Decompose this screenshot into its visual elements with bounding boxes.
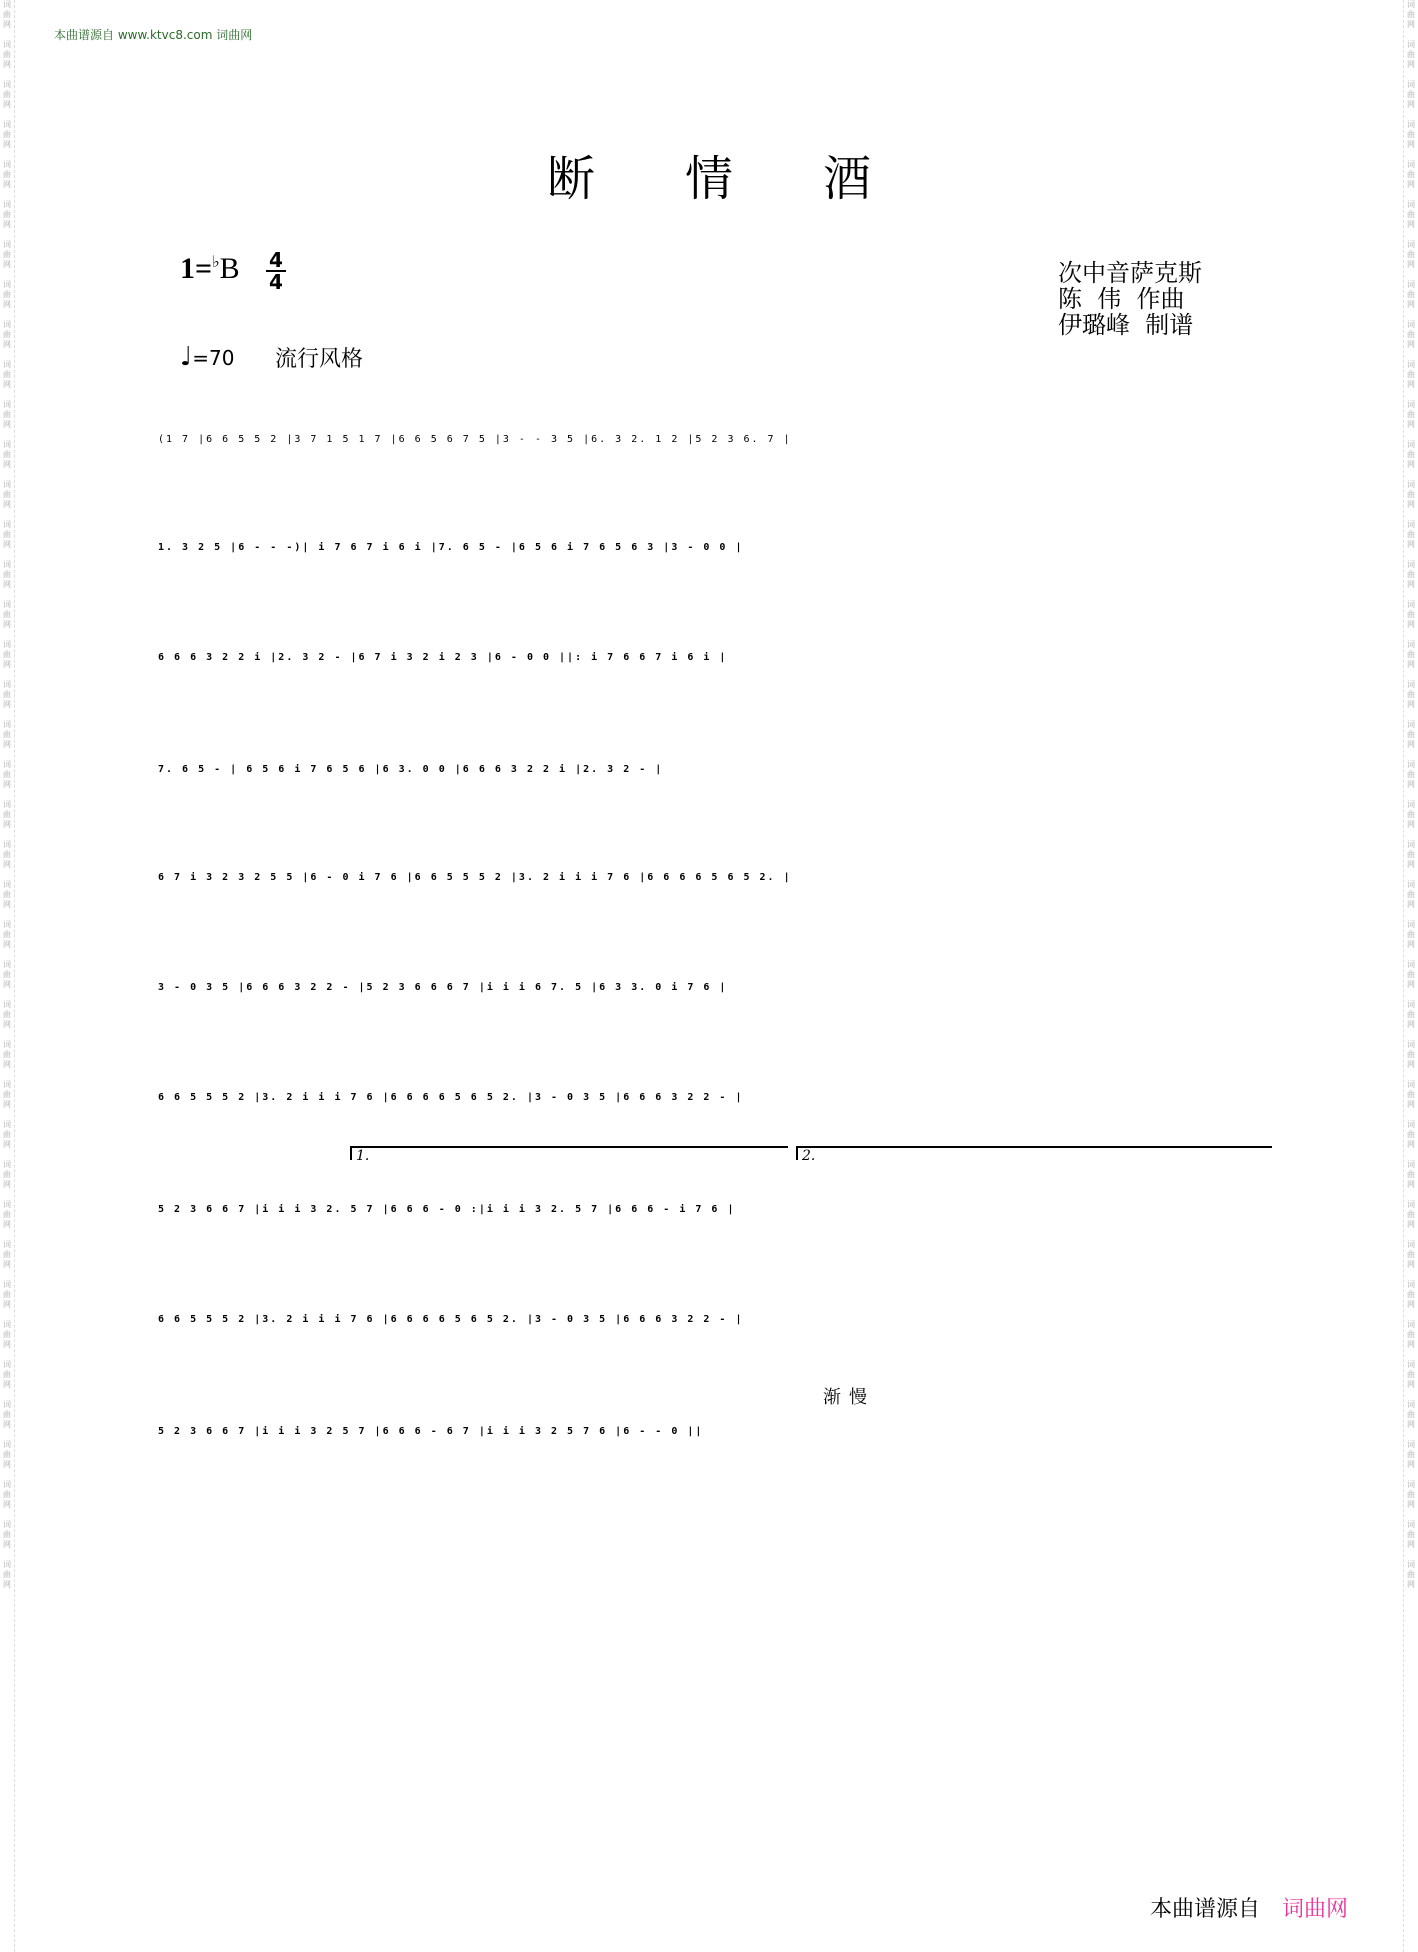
watermark-text: 词曲网 [3,1440,11,1469]
watermark-text: 词曲网 [3,1320,11,1349]
watermark-text: 词曲网 [3,1160,11,1189]
watermark-text: 词曲网 [3,1240,11,1269]
watermark-text: 词曲网 [3,800,11,829]
credit-instrument: 次中音萨克斯 [1058,259,1202,287]
watermark-text: 词曲网 [1407,600,1415,629]
watermark-text: 词曲网 [1407,120,1415,149]
watermark-text: 词曲网 [1407,1520,1415,1549]
watermark-text: 词曲网 [1407,160,1415,189]
credit-composer: 陈 伟 作曲 [1058,285,1185,313]
watermark-text: 词曲网 [3,920,11,949]
second-ending-label: 2. [802,1148,816,1164]
watermark-text: 词曲网 [3,1120,11,1149]
watermark-text: 词曲网 [3,1200,11,1229]
notation-line: 5 2 3 6 6 7 |i i i 3 2 5 7 |6 6 6 - 6 7 |i i i 3 2 5 7 6 |6 - - 0 || [158,1426,704,1437]
watermark-text: 词曲网 [3,520,11,549]
time-signature-top: 4 [266,250,286,272]
watermark-text: 词曲网 [3,1040,11,1069]
watermark-text: 词曲网 [3,680,11,709]
watermark-text: 词曲网 [3,160,11,189]
song-title: 断情酒 [546,151,961,207]
score-row [158,858,1270,918]
footer-site-name: 词曲网 [1282,1897,1349,1922]
watermark-text: 词曲网 [1407,1320,1415,1349]
notation-line: (1 7 |6 6 5 5 2 |3 7 1 5 1 7 |6 6 5 6 7 5 |3 - - 3 5 |6. 3 2. 1 2 |5 2 3 6. 7 | [158,434,792,445]
left-watermark-strip [0,0,15,1952]
tempo-marking [180,342,234,372]
watermark-text: 词曲网 [3,600,11,629]
watermark-text: 词曲网 [1407,560,1415,589]
watermark-text: 词曲网 [3,880,11,909]
watermark-text: 词曲网 [1407,1160,1415,1189]
watermark-text: 词曲网 [1407,640,1415,669]
credits [1058,260,1202,338]
second-ending [796,1146,1272,1164]
watermark-text: 词曲网 [1407,1040,1415,1069]
watermark-text: 词曲网 [3,480,11,509]
watermark-text: 词曲网 [3,200,11,229]
flat-sign: ♭ [212,254,220,271]
notation-line: 6 6 5 5 5 2 |3. 2 i i i 7 6 |6 6 6 6 5 6 5 2. |3 - 0 3 5 |6 6 6 3 2 2 - | [158,1314,744,1325]
watermark-text: 词曲网 [1407,960,1415,989]
watermark-text: 词曲网 [1407,1480,1415,1509]
first-ending [350,1146,788,1164]
watermark-text: 词曲网 [3,360,11,389]
watermark-text: 词曲网 [1407,440,1415,469]
watermark-text: 词曲网 [1407,1000,1415,1029]
right-watermark-strip [1403,0,1418,1952]
notation-line: 1. 3 2 5 |6 - - -)| i 7 6 7 i 6 i |7. 6 5 - |6 5 6 i 7 6 5 6 3 |3 - 0 0 | [158,542,744,553]
watermark-text: 词曲网 [1407,800,1415,829]
watermark-text: 词曲网 [1407,240,1415,269]
watermark-text: 词曲网 [3,0,11,29]
watermark-text: 词曲网 [3,1400,11,1429]
time-signature-bottom: 4 [269,270,283,294]
watermark-text: 词曲网 [1407,1440,1415,1469]
watermark-text: 词曲网 [3,1080,11,1109]
watermark-text: 词曲网 [1407,680,1415,709]
score-row [158,1190,1270,1250]
watermark-text: 词曲网 [3,760,11,789]
first-ending-label: 1. [356,1148,370,1164]
watermark-text: 词曲网 [1407,1080,1415,1109]
watermark-text: 词曲网 [1407,280,1415,309]
watermark-text: 词曲网 [1407,760,1415,789]
credit-arranger: 伊璐峰 制谱 [1058,311,1194,339]
watermark-text: 词曲网 [1407,1120,1415,1149]
watermark-text: 词曲网 [1407,80,1415,109]
key-signature [180,252,240,286]
score-row [158,1078,1270,1138]
watermark-text: 词曲网 [1407,40,1415,69]
watermark-text: 词曲网 [3,120,11,149]
watermark-text: 词曲网 [1407,720,1415,749]
watermark-text: 词曲网 [3,320,11,349]
watermark-text: 词曲网 [1407,520,1415,549]
tempo-value: =70 [192,346,235,370]
notation-line: 5 2 3 6 6 7 |i i i 3 2. 5 7 |6 6 6 - 0 :|i i i 3 2. 5 7 |6 6 6 - i 7 6 | [158,1204,736,1215]
watermark-text: 词曲网 [1407,880,1415,909]
watermark-text: 词曲网 [3,280,11,309]
key-prefix: 1= [180,252,213,285]
score-row [158,638,1270,698]
time-signature [266,250,286,292]
watermark-text: 词曲网 [3,640,11,669]
score-row [158,420,1270,480]
watermark-text: 词曲网 [3,240,11,269]
score-row [158,1412,1270,1472]
footer-source-label: 本曲谱源自 [1150,1897,1261,1922]
watermark-text: 词曲网 [3,840,11,869]
watermark-text: 词曲网 [3,1280,11,1309]
source-footer [1150,1892,1348,1923]
ritardando-marking: 渐慢 [823,1387,875,1408]
watermark-text: 词曲网 [3,1360,11,1389]
watermark-text: 词曲网 [3,400,11,429]
notation-line: 6 6 5 5 5 2 |3. 2 i i i 7 6 |6 6 6 6 5 6 5 2. |3 - 0 3 5 |6 6 6 3 2 2 - | [158,1092,744,1103]
watermark-text: 词曲网 [1407,200,1415,229]
watermark-text: 词曲网 [3,40,11,69]
watermark-text: 词曲网 [1407,360,1415,389]
watermark-text: 词曲网 [1407,1560,1415,1589]
watermark-text: 词曲网 [3,440,11,469]
watermark-text: 词曲网 [1407,1400,1415,1429]
notation-line: 6 6 6 3 2 2 i |2. 3 2 - |6 7 i 3 2 i 2 3 |6 - 0 0 ||: i 7 6 6 7 i 6 i | [158,652,728,663]
watermark-text: 词曲网 [1407,840,1415,869]
score-row [158,1300,1270,1360]
watermark-text: 词曲网 [1407,920,1415,949]
watermark-text: 词曲网 [3,1480,11,1509]
watermark-text: 词曲网 [3,720,11,749]
watermark-text: 词曲网 [3,1560,11,1589]
notation-line: 3 - 0 3 5 |6 6 6 3 2 2 - |5 2 3 6 6 6 7 |i i i 6 7. 5 |6 3 3. 0 i 7 6 | [158,982,728,993]
notation-line: 6 7 i 3 2 3 2 5 5 |6 - 0 i 7 6 |6 6 5 5 5 2 |3. 2 i i i 7 6 |6 6 6 6 5 6 5 2. | [158,872,792,883]
watermark-text: 词曲网 [1407,1200,1415,1229]
notation-line: 7. 6 5 - | 6 5 6 i 7 6 5 6 |6 3. 0 0 |6 6 6 3 2 2 i |2. 3 2 - | [158,764,664,775]
watermark-text: 词曲网 [1407,1280,1415,1309]
watermark-text: 词曲网 [3,960,11,989]
score-row [158,528,1270,588]
watermark-text: 词曲网 [1407,1360,1415,1389]
quarter-note-icon: ♩ [180,342,193,372]
source-header: 本曲谱源自 www.ktvc8.com 词曲网 [54,28,253,42]
score-row [158,968,1270,1028]
watermark-text: 词曲网 [1407,320,1415,349]
watermark-text: 词曲网 [3,1000,11,1029]
key-note: B [219,252,240,285]
style-marking: 流行风格 [275,347,364,372]
watermark-text: 词曲网 [3,560,11,589]
watermark-text: 词曲网 [3,1520,11,1549]
watermark-text: 词曲网 [1407,480,1415,509]
watermark-text: 词曲网 [1407,1240,1415,1269]
watermark-text: 词曲网 [1407,400,1415,429]
watermark-text: 词曲网 [3,80,11,109]
score-row [158,750,1270,810]
watermark-text: 词曲网 [1407,0,1415,29]
